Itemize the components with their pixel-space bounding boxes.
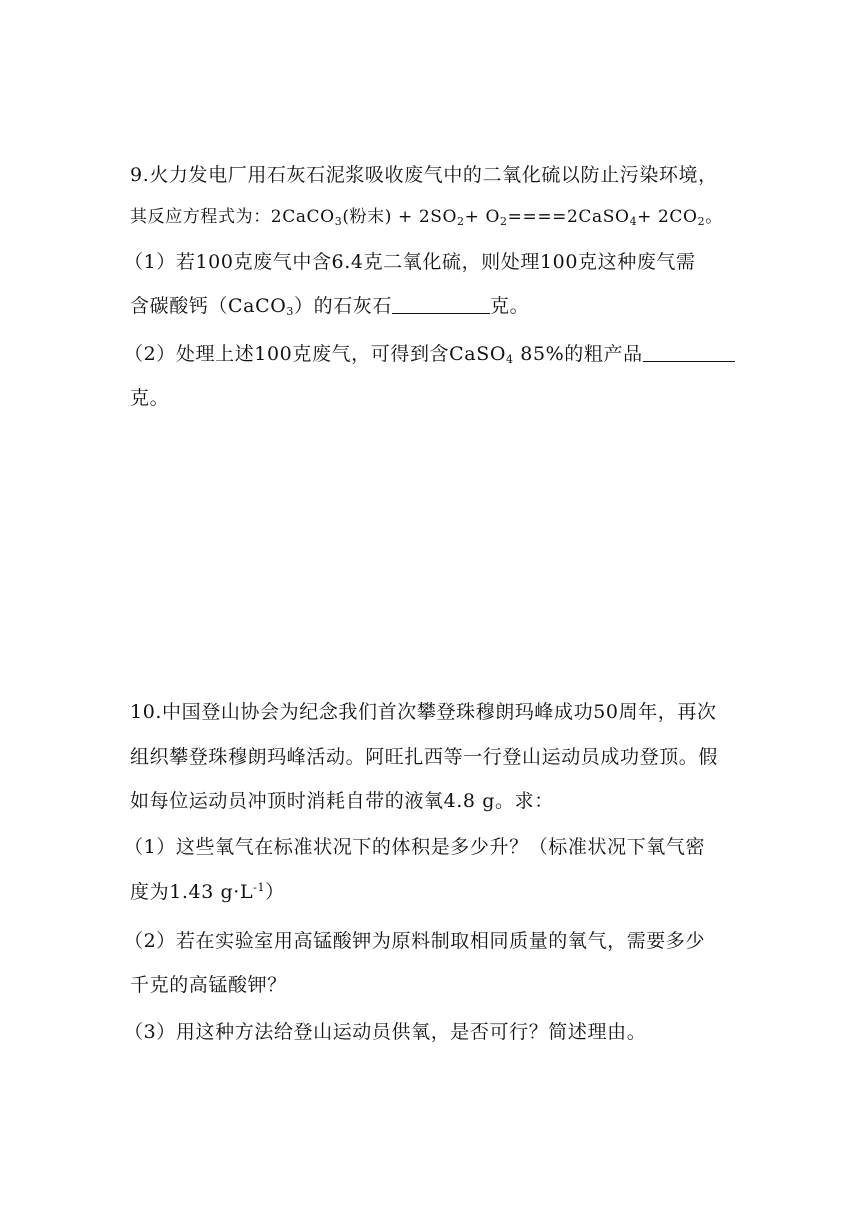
q9-part1-line-2: 含碳酸钙（CaCO$_3$）的石灰石 克。 — [130, 295, 530, 318]
q10-part1-line-2: 度为1.43 $g\cdot L^{-1}$） — [130, 881, 285, 903]
q10-part2-line-2: 千克的高锰酸钾？ — [130, 974, 287, 996]
q9-line-1: 9.火力发电厂用石灰石泥浆吸收废气中的二氧化硫以防止污染环境， — [130, 164, 718, 186]
q10-part1-line-1: （1）这些氧气在标准状况下的体积是多少升？（标准状况下氧气密 — [124, 836, 706, 858]
answer-blank[interactable] — [392, 295, 490, 314]
q9-part2-line-1: （2）处理上述100克废气，可得到含CaSO$_4$ 85%的粗产品 — [124, 342, 724, 366]
q9-part1-line-1: （1）若100克废气中含6.4克二氧化硫，则处理100克这种废气需 — [124, 251, 696, 273]
q9-part2-line-2: 克。 — [130, 387, 170, 409]
q10-part2-line-1: （2）若在实验室用高锰酸钾为原料制取相同质量的氧气，需要多少 — [124, 930, 706, 952]
q10-line-2: 组织攀登珠穆朗玛峰活动。阿旺扎西等一行登山运动员成功登顶。假 — [130, 746, 719, 768]
q10-part3-line-1: （3）用这种方法给登山运动员供氧，是否可行？简述理由。 — [124, 1021, 647, 1043]
q9-line-2: 其反应方程式为：2CaCO$_3$(粉末) + $2SO_2+$ $O_2====2CaSO_4+ 2CO_2$。 — [130, 207, 723, 228]
answer-blank[interactable] — [643, 343, 735, 362]
q10-line-1: 10.中国登山协会为纪念我们首次攀登珠穆朗玛峰成功50周年，再次 — [130, 701, 717, 723]
q10-line-3: 如每位运动员冲顶时消耗自带的液氧4.8 g。求： — [130, 790, 554, 812]
